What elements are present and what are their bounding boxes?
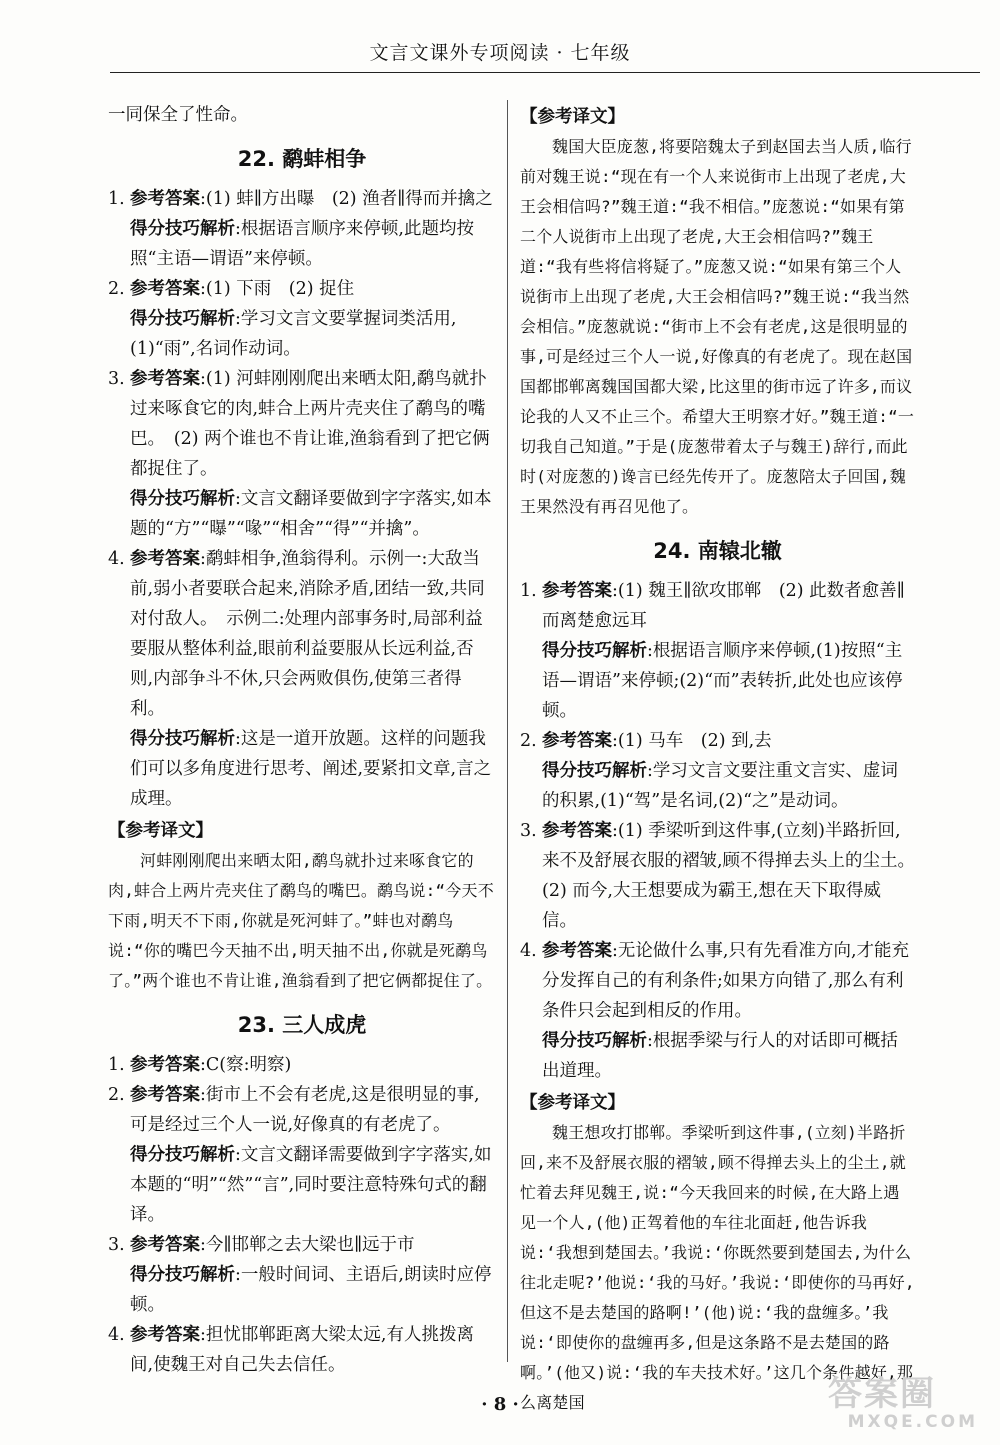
answer-text: :街市上不会有老虎,这是很明显的事,可是经过三个人一说,好像真的有老虎了。 [130, 1085, 480, 1135]
analysis-text: :根据语言顺序来停顿,此题均按照“主语—谓语”来停顿。 [130, 219, 474, 269]
left-column [108, 100, 496, 1380]
analysis [520, 636, 915, 726]
translation-heading: 【参考译文】 [108, 821, 213, 841]
section-title-23: 23. 三人成虎 [237, 1013, 367, 1037]
translation-text: 魏国大臣庞葱,将要陪魏太子到赵国去当人质,临行前对魏王说:“现在有一个人来说街市上出现了老虎,大王会相信吗?”魏王道:“我不相信。”庞葱说:“如果有第二个人说街市上出现了老虎,大王会相信吗?”魏王道:“我有些将信将疑了。”庞葱又说:“如果有第三个人说街市上出现了老虎,大王会相信吗?”魏王说:“我当然会相信。”庞葱就说:“街市上不会有老虎,这是很明显的事,可是经过三个人一说,好像真的有老虎了。现在赵国国都邯郸离魏国国都大梁,比这里的街市远了许多,而议论我的人又不止三个。希望大王明察才好。”魏王道:“一切我自己知道。”于是(庞葱带着太子与魏王)辞行,而此时(对庞葱的)谗言已经先传开了。庞葱陪太子回国,魏王果然没有再召见他了。 [520, 137, 915, 516]
question-number: 2. [108, 279, 125, 299]
analysis [108, 304, 496, 364]
section-title-24: 24. 南辕北辙 [653, 539, 782, 563]
question-item [108, 364, 496, 484]
translation-heading: 【参考译文】 [520, 107, 625, 127]
question-number: 1. [108, 189, 125, 209]
answer-text: :担忧邯郸距离大梁太远,有人挑拨离间,使魏王对自己失去信任。 [130, 1325, 474, 1375]
question-item [520, 816, 924, 936]
watermark-text: 答案圈 [828, 1374, 936, 1414]
question-item [108, 184, 496, 214]
question-item [108, 544, 496, 724]
page-number: · 8 · [481, 1394, 519, 1415]
analysis-label: 得分技巧解析 [542, 1031, 647, 1051]
question-number: 2. [108, 1085, 125, 1105]
running-header: 文言文课外专项阅读 · 七年级 [369, 42, 631, 64]
analysis-label: 得分技巧解析 [542, 761, 647, 781]
question-item [108, 1080, 496, 1140]
answer-text: :(1) 魏王∥欲攻邯郸 (2) 此数者愈善∥而离楚愈远耳 [542, 581, 905, 631]
answer-label: 参考答案 [130, 1055, 200, 1075]
answer-text: :(1) 河蚌刚刚爬出来晒太阳,鹬鸟就扑过来啄食它的肉,蚌合上两片壳夹住了鹬鸟的嘴巴。 (2) 两个谁也不肯让谁,渔翁看到了把它俩都捉住了。 [130, 369, 490, 479]
answer-label: 参考答案 [130, 189, 200, 209]
answer-text: :鹬蚌相争,渔翁得利。示例一:大敌当前,弱小者要联合起来,消除矛盾,团结一致,共同对付敌人。 示例二:处理内部事务时,局部利益要服从整体利益,眼前利益要服从长远利益,否则,内部争斗不休,只会两败俱伤,使第三者得利。 [130, 549, 485, 719]
section-title-22: 22. 鹬蚌相争 [237, 147, 367, 171]
right-column [520, 100, 924, 1418]
analysis-text: :根据季梁与行人的对话即可概括出道理。 [542, 1031, 898, 1081]
header-rule [110, 72, 980, 73]
answer-label: 参考答案 [542, 941, 612, 961]
answer-label: 参考答案 [130, 549, 200, 569]
translation-text: 魏王想攻打邯郸。季梁听到这件事,(立刻)半路折回,来不及舒展衣服的褶皱,顾不得掸去头上的尘土,就忙着去拜见魏王,说:“今天我回来的时候,在大路上遇见一个人,(他)正驾着他的车往北面赶,他告诉我说:‘我想到楚国去。’我说:‘你既然要到楚国去,为什么往北走呢?’他说:‘我的马好。’我说:‘即使你的马再好,但这不是去楚国的路啊!’(他)说:‘我的盘缠多。’我说:‘即使你的盘缠再多,但是这条路不是去楚国的路啊。’(他又)说:‘我的车夫技术好。’这几个条件越好,那么离楚国 [520, 1123, 915, 1412]
answer-label: 参考答案 [130, 1085, 200, 1105]
analysis-text: :这是一道开放题。这样的问题我们可以多角度进行思考、阐述,要紧扣文章,言之成理。 [130, 729, 492, 809]
analysis-text: :根据语言顺序来停顿,(1)按照“主语—谓语”来停顿;(2)“而”表转折,此处也应该停顿。 [542, 641, 903, 721]
watermark-logo [828, 1375, 978, 1433]
question-item [108, 1050, 496, 1080]
watermark-url: MXQE.COM [847, 1412, 978, 1432]
translation-heading: 【参考译文】 [520, 1093, 625, 1113]
analysis-label: 得分技巧解析 [130, 729, 235, 749]
answer-text: :C(察:明察) [200, 1055, 292, 1075]
analysis [108, 1260, 496, 1320]
analysis [108, 724, 496, 814]
translation-text: 河蚌刚刚爬出来晒太阳,鹬鸟就扑过来啄食它的肉,蚌合上两片壳夹住了鹬鸟的嘴巴。鹬鸟说:“今天不下雨,明天不下雨,你就是死河蚌了。”蚌也对鹬鸟说:“你的嘴巴今天抽不出,明天抽不出,你就是死鹬鸟了。”两个谁也不肯让谁,渔翁看到了把它俩都捉住了。 [108, 851, 494, 990]
question-item [108, 1230, 496, 1260]
analysis [108, 214, 496, 274]
question-number: 2. [520, 731, 537, 751]
column-divider [507, 100, 508, 1362]
analysis-text: :文言文翻译要做到字字落实,如本题的“方”“曝”“喙”“相舍”“得”“并擒”。 [130, 489, 492, 539]
question-number: 4. [108, 549, 125, 569]
question-item [108, 1320, 496, 1380]
answer-label: 参考答案 [130, 1235, 200, 1255]
answer-label: 参考答案 [130, 1325, 200, 1345]
question-item [108, 274, 496, 304]
answer-label: 参考答案 [542, 731, 612, 751]
analysis-label: 得分技巧解析 [130, 309, 235, 329]
analysis [108, 1140, 496, 1230]
analysis-text: :学习文言文要掌握词类活用,(1)“雨”,名词作动词。 [130, 309, 457, 359]
answer-label: 参考答案 [130, 279, 200, 299]
question-item [520, 936, 915, 1026]
analysis [520, 1026, 915, 1086]
question-number: 1. [108, 1055, 125, 1075]
answer-text: :无论做什么事,只有先看准方向,才能充分发挥自己的有利条件;如果方向错了,那么有利条件只会起到相反的作用。 [542, 941, 910, 1021]
question-number: 4. [108, 1325, 125, 1345]
analysis-label: 得分技巧解析 [130, 219, 235, 239]
answer-text: :(1) 蚌∥方出曝 (2) 渔者∥得而并擒之 [200, 189, 493, 209]
question-number: 3. [108, 1235, 125, 1255]
analysis-text: :一般时间词、主语后,朗读时应停顿。 [130, 1265, 492, 1315]
answer-label: 参考答案 [130, 369, 200, 389]
answer-text: :(1) 马车 (2) 到,去 [612, 731, 772, 751]
question-number: 3. [108, 369, 125, 389]
question-item [520, 576, 915, 636]
analysis-text: :学习文言文要注重文言实、虚词的积累,(1)“驾”是名词,(2)“之”是动词。 [542, 761, 898, 811]
question-number: 1. [520, 581, 537, 601]
analysis [108, 484, 496, 544]
answer-label: 参考答案 [542, 821, 612, 841]
analysis-label: 得分技巧解析 [130, 489, 235, 509]
answer-label: 参考答案 [542, 581, 612, 601]
continuation-text: 一同保全了性命。 [108, 105, 248, 125]
answer-text: :(1) 下雨 (2) 捉住 [200, 279, 355, 299]
question-item [520, 726, 915, 756]
analysis-label: 得分技巧解析 [130, 1145, 235, 1165]
analysis [520, 756, 915, 816]
answer-text: :(1) 季梁听到这件事,(立刻)半路折回,来不及舒展衣服的褶皱,顾不得掸去头上的尘土。 (2) 而今,大王想要成为霸王,想在天下取得威信。 [542, 821, 924, 931]
answer-text: :今∥邯郸之去大梁也∥远于市 [200, 1235, 415, 1255]
analysis-label: 得分技巧解析 [130, 1265, 235, 1285]
question-number: 4. [520, 941, 537, 961]
question-number: 3. [520, 821, 537, 841]
analysis-label: 得分技巧解析 [542, 641, 647, 661]
analysis-text: :文言文翻译需要做到字字落实,如本题的“明”“然”“言”,同时要注意特殊句式的翻译。 [130, 1145, 492, 1225]
